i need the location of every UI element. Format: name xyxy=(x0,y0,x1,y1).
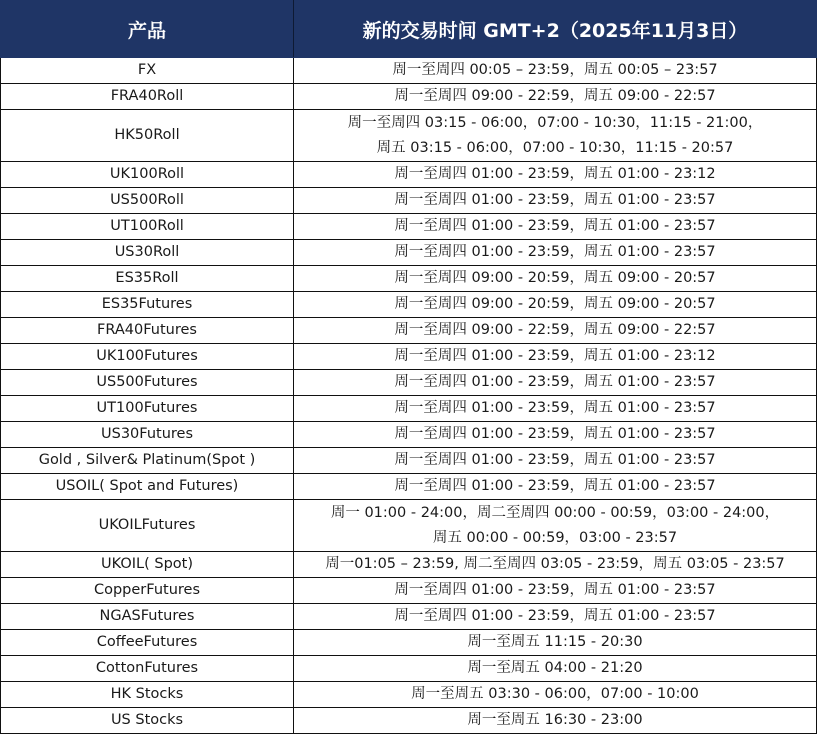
product-cell: UT100Roll xyxy=(1,214,294,240)
product-cell: US30Futures xyxy=(1,422,294,448)
product-cell: FRA40Futures xyxy=(1,318,294,344)
schedule-cell xyxy=(294,422,817,448)
schedule-cell xyxy=(294,370,817,396)
product-cell: US30Roll xyxy=(1,240,294,266)
schedule-line: 周一 01:00 - 24:00，周二至周四 00:00 - 00:59，03:00 - 24:00， xyxy=(330,504,780,521)
table-row xyxy=(1,656,817,682)
schedule-cell xyxy=(294,552,817,578)
product-cell: FX xyxy=(1,58,294,84)
schedule-line: 周一至周四 01:00 - 23:59，周五 01:00 - 23:57 xyxy=(394,400,716,416)
table-row xyxy=(1,266,817,292)
product-cell: Gold , Silver& Platinum(Spot ) xyxy=(1,448,294,474)
table-row xyxy=(1,214,817,240)
schedule-cell xyxy=(294,266,817,292)
product-cell: UK100Roll xyxy=(1,162,294,188)
schedule-line: 周一至周四 01:00 - 23:59，周五 01:00 - 23:57 xyxy=(394,582,716,598)
table-row xyxy=(1,188,817,214)
schedule-cell xyxy=(294,500,817,552)
schedule-line: 周一至周四 01:00 - 23:59，周五 01:00 - 23:12 xyxy=(394,348,716,364)
schedule-line: 周一至周四 03:15 - 06:00，07:00 - 10:30，11:15 - 21:00， xyxy=(347,114,763,131)
schedule-line: 周一至周四 01:00 - 23:59，周五 01:00 - 23:57 xyxy=(394,192,716,208)
product-cell: ES35Roll xyxy=(1,266,294,292)
schedule-cell xyxy=(294,214,817,240)
schedule-line: 周一至周四 00:05 – 23:59，周五 00:05 – 23:57 xyxy=(392,62,718,78)
schedule-line: 周一至周五 03:30 - 06:00，07:00 - 10:00 xyxy=(411,686,699,702)
product-cell: ES35Futures xyxy=(1,292,294,318)
schedule-line: 周一至周五 16:30 - 23:00 xyxy=(467,712,643,728)
schedule-cell xyxy=(294,448,817,474)
schedule-line: 周一至周四 09:00 - 22:59，周五 09:00 - 22:57 xyxy=(394,322,716,338)
schedule-cell xyxy=(294,58,817,84)
table-row xyxy=(1,396,817,422)
schedule-cell xyxy=(294,292,817,318)
product-cell: UKOIL( Spot) xyxy=(1,552,294,578)
table-row xyxy=(1,500,817,552)
schedule-cell xyxy=(294,84,817,110)
schedule-line: 周一至周四 01:00 - 23:59，周五 01:00 - 23:57 xyxy=(394,452,716,468)
schedule-cell xyxy=(294,110,817,162)
product-cell: US Stocks xyxy=(1,708,294,734)
table-row xyxy=(1,422,817,448)
schedule-cell xyxy=(294,578,817,604)
product-cell: US500Roll xyxy=(1,188,294,214)
schedule-line: 周一至周五 04:00 - 21:20 xyxy=(467,660,643,676)
product-cell: CoffeeFutures xyxy=(1,630,294,656)
schedule-line: 周一至周四 01:00 - 23:59，周五 01:00 - 23:57 xyxy=(394,218,716,234)
schedule-cell xyxy=(294,318,817,344)
table-row xyxy=(1,578,817,604)
schedule-cell xyxy=(294,188,817,214)
table-row xyxy=(1,474,817,500)
header-row xyxy=(1,1,817,58)
table-body xyxy=(1,58,817,734)
schedule-line: 周一至周四 09:00 - 20:59，周五 09:00 - 20:57 xyxy=(394,270,716,286)
table-row xyxy=(1,370,817,396)
product-cell: UT100Futures xyxy=(1,396,294,422)
product-cell: UK100Futures xyxy=(1,344,294,370)
product-cell: FRA40Roll xyxy=(1,84,294,110)
schedule-line: 周五 03:15 - 06:00，07:00 - 10:30，11:15 - 20:57 xyxy=(376,139,734,156)
schedule-line: 周一至周四 01:00 - 23:59，周五 01:00 - 23:57 xyxy=(394,244,716,260)
schedule-line: 周一01:05 – 23:59, 周二至周四 03:05 - 23:59，周五 03:05 - 23:57 xyxy=(325,556,785,572)
table-row xyxy=(1,552,817,578)
product-cell: UKOILFutures xyxy=(1,500,294,552)
schedule-cell xyxy=(294,682,817,708)
table-row xyxy=(1,604,817,630)
table-row xyxy=(1,292,817,318)
header-product: 产品 xyxy=(1,1,294,58)
schedule-cell xyxy=(294,396,817,422)
table-row xyxy=(1,84,817,110)
schedule-line: 周一至周四 09:00 - 20:59，周五 09:00 - 20:57 xyxy=(394,296,716,312)
product-cell: CopperFutures xyxy=(1,578,294,604)
header-schedule: 新的交易时间 GMT+2（2025年11月3日） xyxy=(294,1,817,58)
product-cell: HK50Roll xyxy=(1,110,294,162)
product-cell: NGASFutures xyxy=(1,604,294,630)
schedule-cell xyxy=(294,162,817,188)
schedule-line: 周一至周四 01:00 - 23:59，周五 01:00 - 23:57 xyxy=(394,608,716,624)
product-cell: CottonFutures xyxy=(1,656,294,682)
schedule-line: 周一至周四 01:00 - 23:59，周五 01:00 - 23:12 xyxy=(394,166,716,182)
schedule-cell xyxy=(294,604,817,630)
table-row xyxy=(1,708,817,734)
table-row xyxy=(1,318,817,344)
table-row xyxy=(1,110,817,162)
table-row xyxy=(1,630,817,656)
schedule-line: 周一至周四 01:00 - 23:59，周五 01:00 - 23:57 xyxy=(394,478,716,494)
product-cell: USOIL( Spot and Futures) xyxy=(1,474,294,500)
schedule-cell xyxy=(294,630,817,656)
schedule-line: 周一至周四 09:00 - 22:59，周五 09:00 - 22:57 xyxy=(394,88,716,104)
table-row xyxy=(1,344,817,370)
schedule-cell xyxy=(294,656,817,682)
schedule-cell xyxy=(294,708,817,734)
schedule-line: 周一至周四 01:00 - 23:59，周五 01:00 - 23:57 xyxy=(394,426,716,442)
schedule-line: 周一至周五 11:15 - 20:30 xyxy=(467,634,643,650)
table-row xyxy=(1,448,817,474)
schedule-line: 周五 00:00 - 00:59，03:00 - 23:57 xyxy=(432,529,678,546)
product-cell: US500Futures xyxy=(1,370,294,396)
schedule-cell xyxy=(294,344,817,370)
table-row xyxy=(1,240,817,266)
schedule-cell xyxy=(294,240,817,266)
schedule-cell xyxy=(294,474,817,500)
product-cell: HK Stocks xyxy=(1,682,294,708)
table-row xyxy=(1,162,817,188)
table-row xyxy=(1,58,817,84)
table-row xyxy=(1,682,817,708)
schedule-line: 周一至周四 01:00 - 23:59，周五 01:00 - 23:57 xyxy=(394,374,716,390)
